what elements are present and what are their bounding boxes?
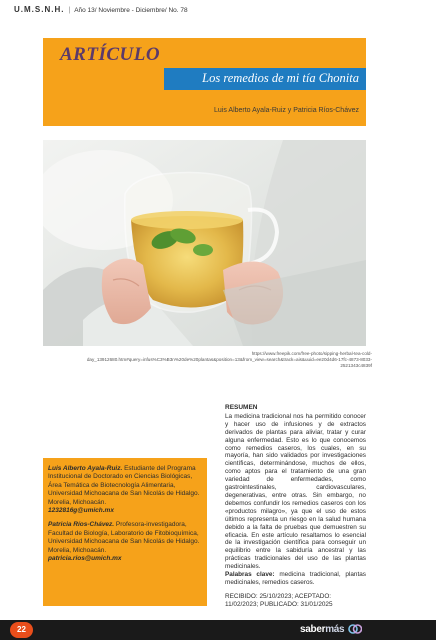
author-affiliation: Estudiante del Programa Institucional de Doctorado en Ciencias Biológicas, Área Temática de Biotecnología Alimentaria, Universidad Michoacana de San Nicolás de Hidalgo. Morelia, Michoacán.	[48, 465, 200, 506]
running-head	[14, 5, 188, 14]
article-authors: Luis Alberto Ayala-Ruiz y Patricia Ríos-Chávez	[214, 107, 359, 114]
author-name: Patricia Ríos-Chávez.	[48, 521, 115, 529]
issue-info: Año 13/ Noviembre - Diciembre/ No. 78	[74, 7, 188, 14]
publication-dates: RECIBIDO: 25/10/2023; ACEPTADO: 11/02/2023; PUBLICADO: 31/01/2025	[225, 592, 333, 608]
article-banner	[43, 38, 366, 126]
article-title: Los remedios de mi tía Chonita	[202, 71, 359, 85]
abstract	[225, 404, 366, 609]
author-affiliation: Profesora-investigadora, Facultad de Biología, Laboratorio de Fitobioquímica, Universidad Michoacana de San Nicolás de Hidalgo. Morelia, Michoacán.	[48, 521, 200, 554]
logo-text: saber	[300, 624, 326, 635]
title-bar	[164, 68, 366, 90]
article-kind: ARTÍCULO	[60, 44, 161, 65]
author-bio	[48, 521, 202, 563]
hero-photo	[43, 140, 366, 346]
logo-text-accent: más	[325, 624, 345, 635]
keywords-label: Palabras clave:	[225, 571, 275, 579]
abstract-body: La medicina tradicional nos ha permitido conocer y hacer uso de infusiones y de extractos derivados de plantas para aliviar, tratar y curar alguna enfermedad. Esto es lo que conocemos como remedios caseros, los cuales, en su mayoría, han sido validados por investigaciones científicas, determinándose, muchos de ellos, como aptos para el tratamiento de una gran variedad de enfermedades, como gastrointestinales, cardiovasculares, degenerativas, entre otras. Sin embargo, no debemos confundir los remedios caseros con los «productos milagro», ya que el uso de estos últimos representa un riesgo en la salud humana debido a la falta de pruebas que demuestren su eficacia. En este artículo resaltamos lo esencial de la investigación científica para conseguir un equilibrio entre la sabiduría ancestral y las prácticas tradicionales del uso de las plantas medicinales.	[225, 412, 366, 571]
author-email[interactable]: patricia.rios@umich.mx	[48, 555, 122, 563]
page-number: 22	[10, 622, 33, 638]
footer-bar	[0, 620, 436, 640]
logo-mark-icon	[348, 622, 362, 636]
author-name: Luis Alberto Ayala-Ruiz.	[48, 465, 123, 472]
image-caption: https://www.freepik.com/free-photo/sipping-herbal-tea-cold-day_13912680.htm#query=infus%C3%B3n%20de%20plantas&position=13&from_view=search&track=ais&uuid=ee20d4d6-17fc-4873-8033-2521343c4839f	[86, 351, 372, 368]
author-bios	[43, 458, 207, 606]
author-bio	[48, 465, 202, 515]
header-separator: |	[68, 7, 71, 14]
journal-brand: U.M.S.N.H.	[14, 5, 65, 14]
abstract-heading: RESUMEN	[225, 404, 258, 411]
keywords: medicina tradicional, plantas medicinales, remedios caseros.	[225, 571, 366, 586]
sabermas-logo	[300, 622, 362, 638]
author-email[interactable]: 1232816g@umich.mx	[48, 507, 114, 515]
